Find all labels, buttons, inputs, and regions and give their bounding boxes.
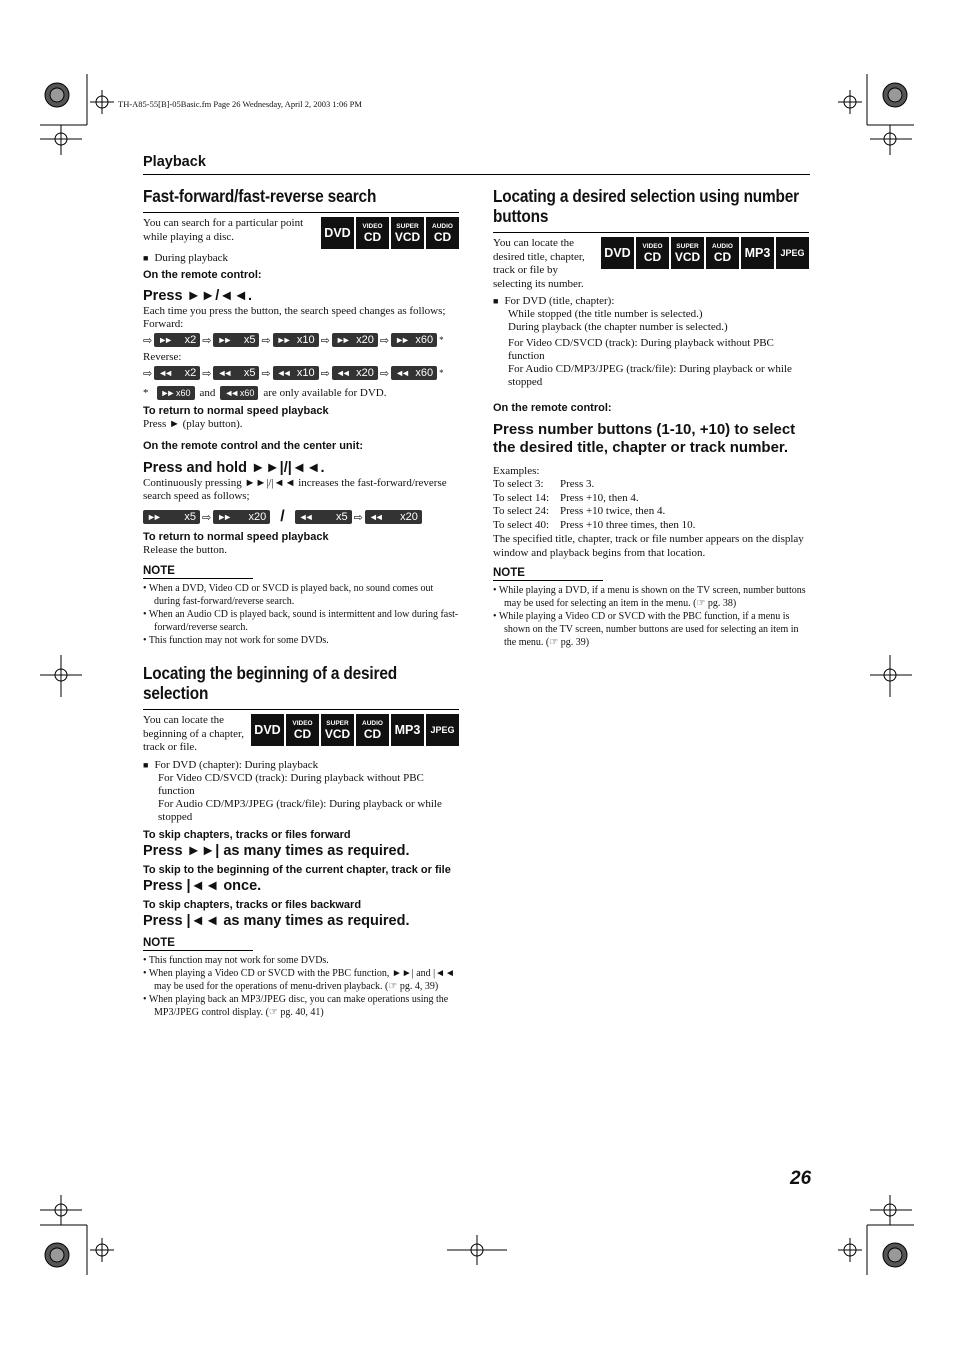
- disc-badge-dvd: [601, 237, 634, 269]
- bullet-icon: •: [143, 583, 149, 594]
- badge-top: AUDIO: [712, 242, 733, 250]
- example-row: [493, 492, 809, 506]
- bullet-icon: •: [143, 609, 149, 620]
- number-intro-row: [493, 237, 809, 291]
- speed-value: x10: [296, 367, 315, 379]
- note-item: [493, 584, 809, 610]
- badge-main: CD: [363, 229, 382, 244]
- note-text: When an Audio CD is played back, sound is intermittent and low during fast-forward/reverse search.: [148, 609, 459, 633]
- speed-chip: [391, 333, 437, 347]
- badge-main: DVD: [254, 722, 281, 737]
- skip-forward-press: Press ►►| as many times as required.: [143, 842, 410, 859]
- badge-top: SUPER: [676, 242, 699, 250]
- fast-forward-icon: ►►: [158, 335, 171, 345]
- fast-condition: ■ During playback: [143, 252, 229, 264]
- disc-badge-jpeg: [776, 237, 809, 269]
- example-value: Press +10 twice, then 4.: [560, 505, 666, 517]
- beginning-heading: Locating the beginning of a desired selection: [143, 663, 397, 703]
- speed-chip: [391, 366, 437, 380]
- return-text: Press ► (play button).: [143, 418, 243, 430]
- note-item: [143, 582, 459, 608]
- remote-label: On the remote control:: [143, 269, 262, 281]
- forward-speed-chain: [143, 331, 459, 349]
- speed-chip: [295, 510, 352, 524]
- note-item: [143, 634, 459, 647]
- page-number: 26: [790, 1168, 812, 1189]
- bullet-icon: •: [143, 635, 149, 646]
- badge-main: DVD: [604, 245, 631, 260]
- note-text: When a DVD, Video CD or SVCD is played back, no sound comes out during fast-forward/reverse search.: [148, 583, 434, 607]
- note-heading: NOTE: [143, 564, 253, 579]
- note-item: [143, 608, 459, 634]
- skip-forward-label: To skip chapters, tracks or files forward: [143, 828, 351, 841]
- badge-top: VIDEO: [292, 719, 313, 727]
- number-cond1b: During playback (the chapter number is selected.): [508, 321, 728, 333]
- fast-search-heading: Fast-forward/fast-reverse search: [143, 186, 377, 206]
- disc-badge-cd: [426, 217, 459, 249]
- heading-rule: [493, 232, 809, 233]
- forward-label: Forward:: [143, 318, 184, 330]
- badge-main: DVD: [324, 225, 351, 240]
- badge-main: CD: [433, 229, 452, 244]
- speed-value: x5: [336, 511, 348, 523]
- badge-top: VIDEO: [362, 222, 383, 230]
- footnote-text: are only available for DVD.: [263, 387, 387, 399]
- example-value: Press +10 three times, then 10.: [560, 518, 696, 531]
- badge-main: VCD: [394, 229, 421, 244]
- example-key: To select 3:: [493, 478, 544, 490]
- disc-badge-mp3: [741, 237, 774, 269]
- disc-badge-cd: [356, 217, 389, 249]
- skip-current-press: Press |◄◄ once.: [143, 877, 262, 894]
- speed-chip: [213, 366, 259, 380]
- beginning-cond2: For Video CD/SVCD (track): During playback without PBC function: [158, 771, 424, 797]
- square-bullet-icon: ■: [143, 759, 149, 770]
- note-item: [143, 993, 459, 1019]
- disc-badge-dvd: [251, 714, 284, 746]
- number-intro: You can locate the desired title, chapter, track or file by selecting its number.: [493, 237, 585, 290]
- example-key: To select 14:: [493, 491, 550, 504]
- left-column: [143, 186, 459, 1019]
- badge-main: MP3: [394, 722, 421, 737]
- note-text: This function may not work for some DVDs.: [148, 635, 329, 646]
- number-cond1: ■ For DVD (title, chapter):: [493, 295, 615, 307]
- note-heading: NOTE: [493, 566, 603, 581]
- number-cond2: For Video CD/SVCD (track): During playback without PBC function: [508, 337, 774, 362]
- arrow-right-icon: ⇨: [379, 334, 390, 347]
- rev-x60-chip: ◄◄ x60: [220, 386, 258, 400]
- fast-intro-row: [143, 217, 459, 249]
- fast-disc-badges: [321, 217, 459, 249]
- search-desc: Each time you press the button, the search speed changes as follows;: [143, 305, 446, 317]
- beginning-intro-row: [143, 714, 459, 755]
- fast-forward-icon: ►►: [217, 335, 230, 345]
- speed-chip: [332, 366, 378, 380]
- example-value: Press +10, then 4.: [560, 491, 639, 504]
- return2-text: Release the button.: [143, 544, 228, 556]
- speed-value: x5: [243, 367, 256, 379]
- section-label: Playback: [143, 154, 206, 170]
- arrow-right-icon: ⇨: [202, 511, 212, 524]
- return-label: To return to normal speed playback: [143, 405, 329, 417]
- speed-chip: [332, 333, 378, 347]
- footnote-asterisk: *: [143, 387, 149, 399]
- disc-badge-vcd: [391, 217, 424, 249]
- arrow-right-icon: ⇨: [320, 367, 330, 380]
- note-item: [143, 954, 459, 967]
- number-notes: [493, 584, 809, 649]
- arrow-right-icon: ⇨: [261, 367, 271, 380]
- note-text: When playing back an MP3/JPEG disc, you can make operations using the MP3/JPEG control display. (☞ pg. 40, 41): [148, 993, 449, 1018]
- hold-desc: Continuously pressing ►►|/|◄◄ increases the fast-forward/reverse search speed as follows;: [143, 477, 447, 502]
- remote-label: On the remote control:: [493, 402, 612, 414]
- number-cond3: For Audio CD/MP3/JPEG (track/file): During playback or while stopped: [508, 363, 792, 388]
- fast-reverse-icon: ◄◄: [276, 368, 289, 378]
- speed-chip: [213, 510, 270, 524]
- bullet-icon: •: [143, 993, 149, 1005]
- examples-label: Examples:: [493, 465, 540, 477]
- arrow-right-icon: ⇨: [202, 367, 212, 380]
- press-number: Press number buttons (1-10, +10) to select the desired title, chapter or track number.: [493, 421, 796, 456]
- press-hold: Press and hold ►►|/|◄◄.: [143, 460, 325, 476]
- arrow-right-icon: ⇨: [379, 367, 390, 380]
- speed-chip: [273, 333, 319, 347]
- badge-top: SUPER: [396, 222, 419, 230]
- badge-main: VCD: [674, 249, 701, 264]
- header-rule: [143, 174, 810, 175]
- press-search: Press ►►/◄◄.: [143, 288, 252, 304]
- beginning-cond3: For Audio CD/MP3/JPEG (track/file): During playback or while stopped: [158, 797, 442, 823]
- reverse-speed-chain: [143, 364, 459, 382]
- fast-forward-icon: ►►: [160, 388, 173, 398]
- speed-value: x10: [296, 334, 315, 346]
- number-heading: Locating a desired selection using number buttons: [493, 186, 799, 226]
- disc-badge-cd: [636, 237, 669, 269]
- arrow-right-icon: ⇨: [353, 511, 363, 524]
- badge-main: CD: [643, 249, 662, 264]
- badge-main: CD: [293, 726, 312, 741]
- reverse-label: Reverse:: [143, 351, 182, 363]
- speed-chip: [154, 333, 200, 347]
- note-item: [493, 610, 809, 649]
- chain-separator: /: [280, 508, 285, 525]
- heading-rule: [143, 212, 459, 213]
- speed-chip: [143, 510, 200, 524]
- speed-value: x2: [184, 334, 197, 346]
- disc-badge-jpeg: [426, 714, 459, 746]
- badge-main: MP3: [744, 245, 771, 260]
- arrow-right-icon: ⇨: [202, 334, 212, 347]
- asterisk-mark: *: [439, 335, 444, 345]
- fast-reverse-icon: ◄◄: [158, 368, 171, 378]
- number-desc: The specified title, chapter, track or file number appears on the display window and playback begins from that location.: [493, 533, 804, 559]
- beginning-intro: You can locate the beginning of a chapter, track or file.: [143, 714, 244, 753]
- fast-forward-icon: ►►: [335, 335, 348, 345]
- disc-badge-cd: [286, 714, 319, 746]
- bullet-icon: •: [143, 967, 149, 979]
- disc-badge-vcd: [321, 714, 354, 746]
- disc-badge-cd: [356, 714, 389, 746]
- bullet-icon: •: [143, 954, 149, 966]
- badge-main: CD: [713, 249, 732, 264]
- fast-reverse-icon: ◄◄: [368, 512, 381, 522]
- skip-backward-label: To skip chapters, tracks or files backward: [143, 898, 362, 911]
- square-bullet-icon: ■: [493, 296, 499, 306]
- speed-chip: [365, 510, 422, 524]
- hold-speed-chain: [143, 508, 459, 526]
- speed-value: x20: [248, 511, 267, 523]
- bullet-icon: •: [493, 611, 499, 622]
- example-row: [493, 478, 809, 492]
- badge-top: VIDEO: [642, 242, 663, 250]
- example-row: [493, 505, 809, 519]
- heading-rule: [143, 709, 459, 710]
- square-bullet-icon: ■: [143, 253, 149, 263]
- beginning-notes: [143, 954, 459, 1019]
- badge-main: VCD: [324, 726, 351, 741]
- speed-chip: [213, 333, 259, 347]
- examples-list: [493, 478, 809, 532]
- badge-main: JPEG: [780, 247, 805, 258]
- fast-reverse-icon: ◄◄: [298, 512, 311, 522]
- fast-forward-icon: ►►: [217, 512, 230, 522]
- note-text: While playing a DVD, if a menu is shown on the TV screen, number buttons may be used for selecting an item in the menu. (☞ pg. 38): [498, 585, 806, 609]
- arrow-right-icon: ⇨: [143, 334, 153, 347]
- disc-badge-dvd: [321, 217, 354, 249]
- skip-backward-press: Press |◄◄ as many times as required.: [143, 912, 410, 929]
- badge-top: SUPER: [326, 719, 349, 727]
- speed-chip: [154, 366, 200, 380]
- speed-value: x20: [400, 511, 418, 523]
- beginning-cond1: ■ For DVD (chapter): During playback: [143, 758, 319, 771]
- bullet-icon: •: [493, 585, 499, 596]
- beginning-disc-badges: [251, 714, 459, 746]
- badge-main: CD: [363, 726, 382, 741]
- fast-reverse-icon: ◄◄: [224, 388, 237, 398]
- disc-badge-vcd: [671, 237, 704, 269]
- number-cond1a: While stopped (the title number is selected.): [508, 308, 703, 320]
- note-text: This function may not work for some DVDs.: [148, 954, 329, 966]
- disc-badge-cd: [706, 237, 739, 269]
- speed-value: x2: [184, 367, 197, 379]
- speed-value: x20: [356, 334, 374, 346]
- badge-main: JPEG: [430, 724, 455, 735]
- number-disc-badges: [601, 237, 809, 269]
- disc-badge-mp3: [391, 714, 424, 746]
- fwd-x60-chip: ►► x60: [157, 386, 195, 400]
- example-key: To select 24:: [493, 505, 550, 517]
- badge-top: AUDIO: [362, 719, 383, 727]
- note-item: [143, 967, 459, 993]
- dvd-footnote: [143, 384, 459, 402]
- example-row: [493, 519, 809, 533]
- example-value: Press 3.: [560, 478, 595, 490]
- speed-value: x20: [356, 367, 374, 379]
- example-key: To select 40:: [493, 518, 550, 531]
- fast-forward-icon: ►►: [276, 335, 289, 345]
- arrow-right-icon: ⇨: [261, 334, 271, 347]
- footnote-and: and: [199, 387, 216, 399]
- fast-forward-icon: ►►: [395, 335, 407, 345]
- right-column: [493, 186, 809, 649]
- fast-intro: You can search for a particular point while playing a disc.: [143, 217, 304, 243]
- arrow-right-icon: ⇨: [320, 334, 330, 347]
- file-info: TH-A85-55[B]-05Basic.fm Page 26 Wednesday, April 2, 2003 1:06 PM: [118, 99, 362, 109]
- return2-label: To return to normal speed playback: [143, 531, 329, 543]
- fast-reverse-icon: ◄◄: [395, 368, 407, 378]
- center-label: On the remote control and the center unit:: [143, 440, 364, 452]
- fast-reverse-icon: ◄◄: [335, 368, 348, 378]
- fast-notes: [143, 582, 459, 647]
- badge-top: AUDIO: [432, 222, 453, 230]
- skip-current-label: To skip to the beginning of the current chapter, track or file: [143, 863, 451, 876]
- arrow-right-icon: ⇨: [143, 367, 153, 380]
- speed-value: x60: [415, 367, 434, 379]
- asterisk-mark: *: [439, 368, 444, 378]
- note-text: When playing a Video CD or SVCD with the PBC function, ►►| and |◄◄ may be used for the operations of menu-driven playback. (☞ pg. 4, 39): [148, 967, 455, 992]
- speed-value: x60: [415, 334, 434, 346]
- note-heading: NOTE: [143, 936, 253, 951]
- fast-forward-icon: ►►: [147, 512, 159, 522]
- speed-value: x5: [184, 511, 196, 523]
- note-text: While playing a Video CD or SVCD with the PBC function, if a menu is shown on the TV screen, number buttons are used for selecting an item in the menu. (☞ pg. 39): [498, 611, 799, 648]
- speed-value: x5: [243, 334, 256, 346]
- speed-chip: [273, 366, 319, 380]
- fast-reverse-icon: ◄◄: [217, 368, 230, 378]
